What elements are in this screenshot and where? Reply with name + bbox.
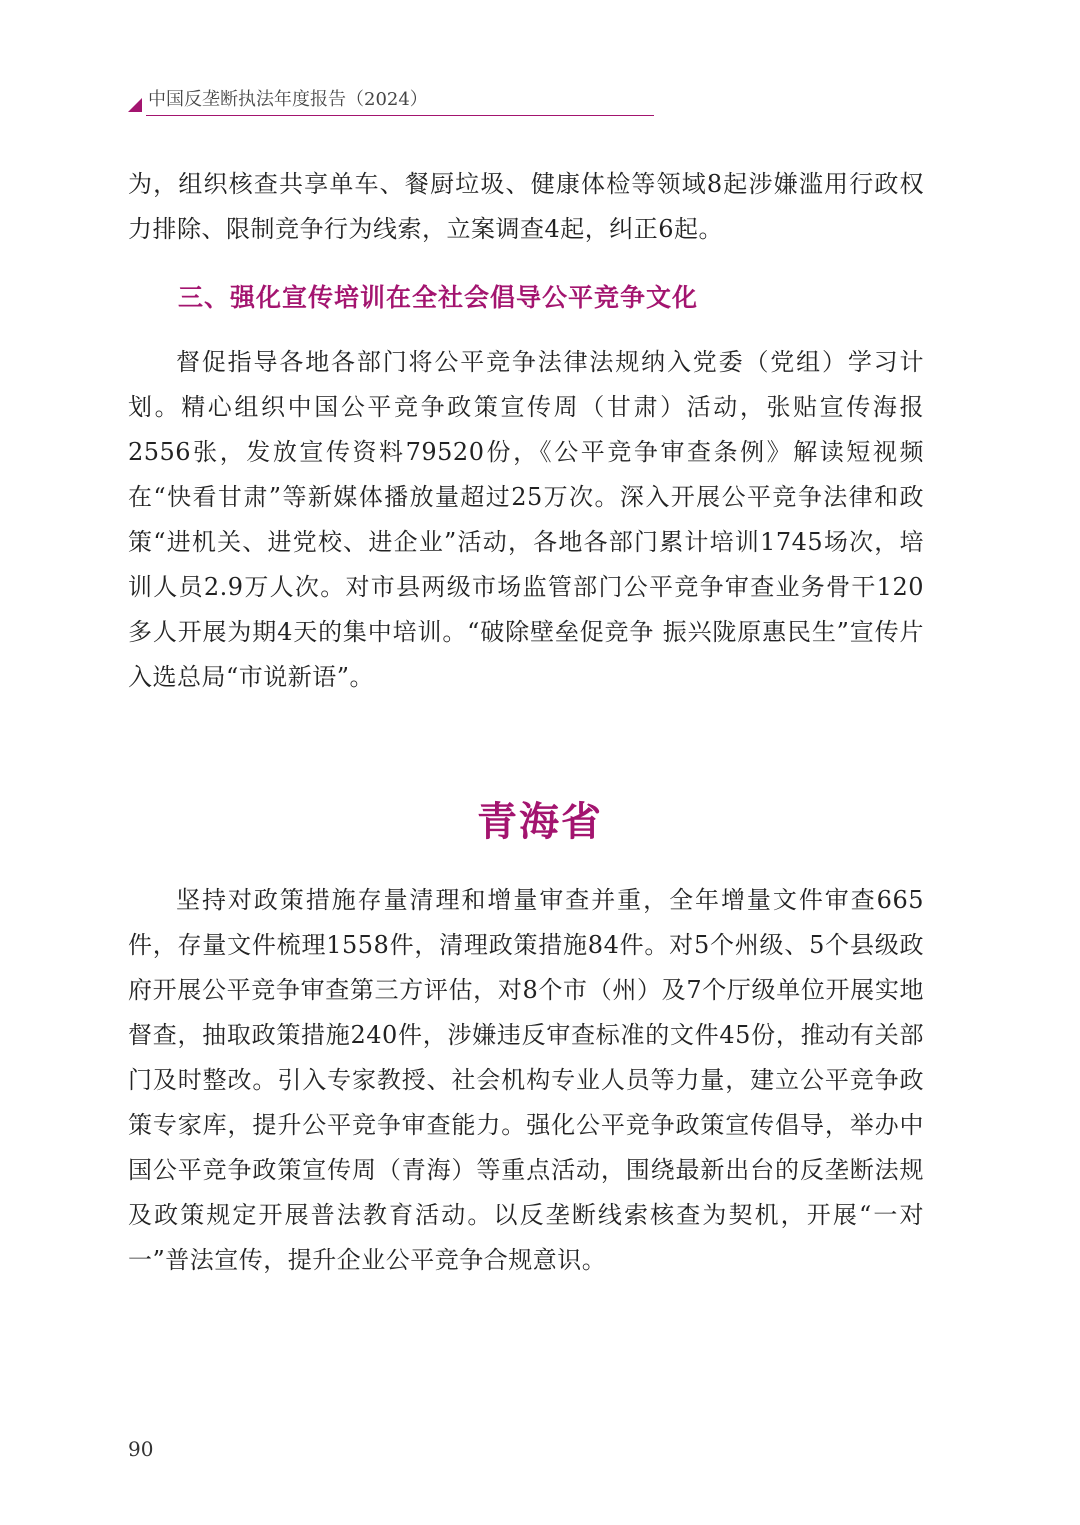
section-paragraph: 督促指导各地各部门将公平竞争法律法规纳入党委（党组）学习计划。精心组织中国公平竞争政策宣传周（甘肃）活动，张贴宣传海报2556张，发放宣传资料79520份，《公平竞争审查条例》解读短视频在“快看甘肃”等新媒体播放量超过25万次。深入开展公平竞争法律和政策“进机关、进党校、进企业”活动，各地各部门累计培训1745场次，培训人员2.9万人次。对市县两级市场监管部门公平竞争审查业务骨干120多人开展为期4天的集中培训。“破除壁垒促竞争 振兴陇原惠民生”宣传片入选总局“市说新语”。: [128, 348, 924, 691]
intro-paragraph: 为，组织核查共享单车、餐厨垃圾、健康体检等领域8起涉嫌滥用行政权力排除、限制竞争行为线索，立案调查4起，纠正6起。: [128, 170, 924, 243]
province-paragraph: 坚持对政策措施存量清理和增量审查并重，全年增量文件审查665件，存量文件梳理1558件，清理政策措施84件。对5个州级、5个县级政府开展公平竞争审查第三方评估，对8个市（州）及7个厅级单位开展实地督查，抽取政策措施240件，涉嫌违反审查标准的文件45份，推动有关部门及时整改。引入专家教授、社会机构专业人员等力量，建立公平竞争政策专家库，提升公平竞争审查能力。强化公平竞争政策宣传倡导，举办中国公平竞争政策宣传周（青海）等重点活动，围绕最新出台的反垄断法规及政策规定开展普法教育活动。以反垄断线索核查为契机，开展“一对一”普法宣传，提升企业公平竞争合规意识。: [128, 886, 924, 1274]
header-rule: [146, 115, 654, 116]
province-title: 青海省: [477, 799, 603, 845]
section-heading: 三、强化宣传培训在全社会倡导公平竞争文化: [178, 283, 699, 312]
header-title: 中国反垄断执法年度报告（2024）: [148, 89, 428, 110]
header-triangle-icon: [128, 98, 142, 112]
running-header: [128, 88, 654, 116]
page-number: 90: [128, 1437, 154, 1461]
